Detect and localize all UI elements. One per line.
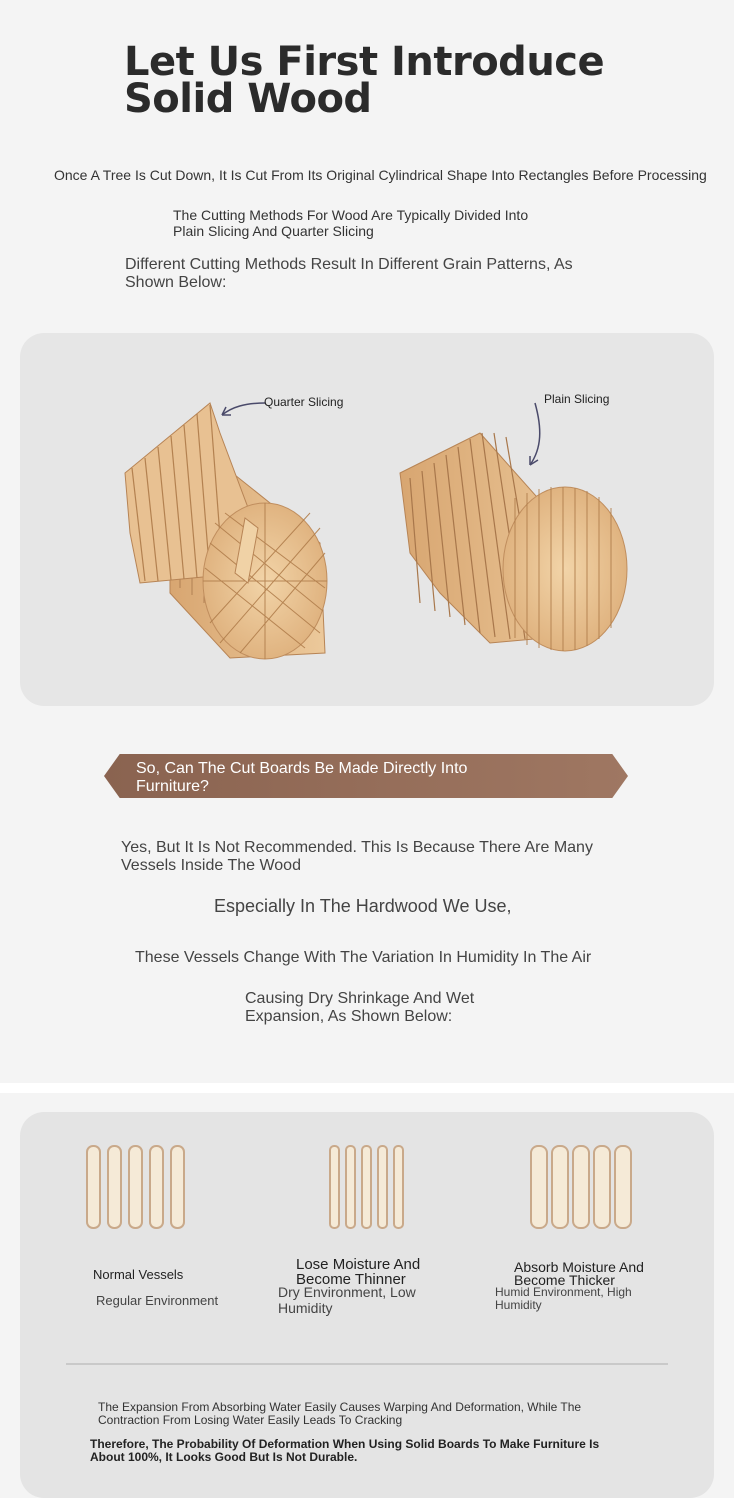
- intro-line-1: Once A Tree Is Cut Down, It Is Cut From Its Original Cylindrical Shape Into Rectangles Before Processing: [54, 167, 707, 183]
- vessel-subtitle-dry: Dry Environment, Low Humidity: [278, 1284, 416, 1316]
- plain-sliced-log: [400, 433, 627, 651]
- divider: [66, 1363, 668, 1365]
- intro-line-2: The Cutting Methods For Wood Are Typically Divided Into Plain Slicing And Quarter Slicing: [173, 207, 529, 239]
- vessel-title-dry: Lose Moisture And Become Thinner: [296, 1256, 421, 1288]
- thin-vessels-illustration: [330, 1146, 403, 1228]
- section-separator: [0, 1083, 734, 1093]
- answer-line-4: Causing Dry Shrinkage And Wet Expansion, As Shown Below:: [245, 990, 475, 1025]
- vessel-subtitle-humid: Humid Environment, High Humidity: [495, 1285, 632, 1312]
- answer-line-3: These Vessels Change With The Variation In Humidity In The Air: [135, 949, 592, 966]
- answer-line-2: Especially In The Hardwood We Use,: [214, 896, 512, 916]
- intro-line-3: Different Cutting Methods Result In Different Grain Patterns, As Shown Below:: [125, 256, 573, 291]
- normal-vessels-illustration: [87, 1146, 184, 1228]
- footer-conclusion: Therefore, The Probability Of Deformation When Using Solid Boards To Make Furniture Is About 100%, It Looks Good But Is Not Durable.: [90, 1437, 600, 1464]
- vessel-subtitle-normal: Regular Environment: [96, 1293, 219, 1308]
- vessel-title-humid: Absorb Moisture And Become Thicker: [514, 1259, 644, 1288]
- plain-arrow: [530, 403, 540, 465]
- plain-slicing-label: Plain Slicing: [544, 392, 610, 406]
- thick-vessels-illustration: [531, 1146, 631, 1228]
- quarter-sliced-log: [125, 403, 327, 659]
- cutting-diagram: [20, 333, 714, 706]
- vessel-title-normal: Normal Vessels: [93, 1267, 184, 1282]
- answer-line-1: Yes, But It Is Not Recommended. This Is Because There Are Many Vessels Inside The Wood: [121, 839, 593, 874]
- quarter-arrow: [222, 403, 265, 415]
- vessels-illustration: [20, 1112, 714, 1252]
- page-title: Let Us First Introduce Solid Wood: [124, 39, 605, 122]
- footer-note: The Expansion From Absorbing Water Easily Causes Warping And Deformation, While The Contraction From Losing Water Easily Leads To Cracking: [98, 1400, 582, 1427]
- quarter-slicing-label: Quarter Slicing: [264, 395, 344, 409]
- question-banner-text: So, Can The Cut Boards Be Made Directly Into Furniture?: [136, 760, 468, 795]
